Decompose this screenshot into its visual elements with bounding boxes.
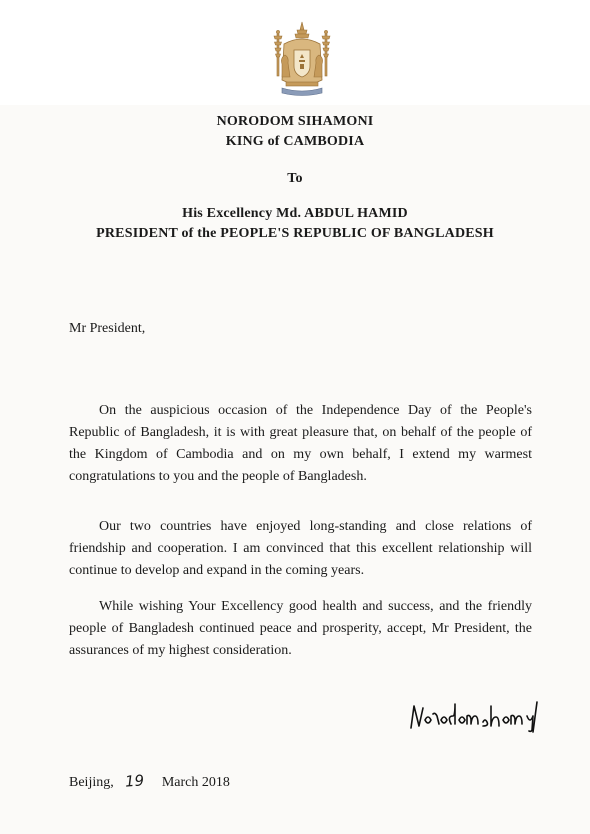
to-label: To (287, 171, 303, 186)
body-paragraph-3: While wishing Your Excellency good health and success, and the friendly people of Bangladesh continued peace and prosperity, accept, Mr President, the assurances of my highest consideration. (69, 599, 532, 658)
royal-arms-of-cambodia-icon (270, 20, 334, 100)
sender-block (0, 112, 590, 152)
recipient-name: His Excellency Md. ABDUL HAMID (182, 206, 408, 221)
sender-name: NORODOM SIHAMONI (216, 114, 374, 129)
dateline (69, 771, 230, 793)
signature-icon (405, 698, 545, 734)
dateline-month-year: March 2018 (161, 775, 230, 790)
to-label-block (0, 169, 590, 189)
salutation: Mr President, (69, 321, 146, 336)
dateline-day: 19 (124, 771, 145, 791)
recipient-block (0, 204, 590, 244)
dateline-place: Beijing, (69, 775, 114, 790)
sender-title: KING of CAMBODIA (225, 134, 365, 149)
body-paragraph-1: On the auspicious occasion of the Independence Day of the People's Republic of Bangladesh, it is with great pleasure that, on behalf of the people of the Kingdom of Cambodia and on my own behalf, I extend my warmest congratulations to you and the people of Bangladesh. (69, 403, 532, 484)
recipient-title: PRESIDENT of the PEOPLE'S REPUBLIC OF BANGLADESH (96, 226, 494, 241)
body-paragraph-2: Our two countries have enjoyed long-standing and close relations of friendship and cooperation. I am convinced that this excellent relationship will continue to develop and expand in the coming years. (69, 519, 532, 578)
